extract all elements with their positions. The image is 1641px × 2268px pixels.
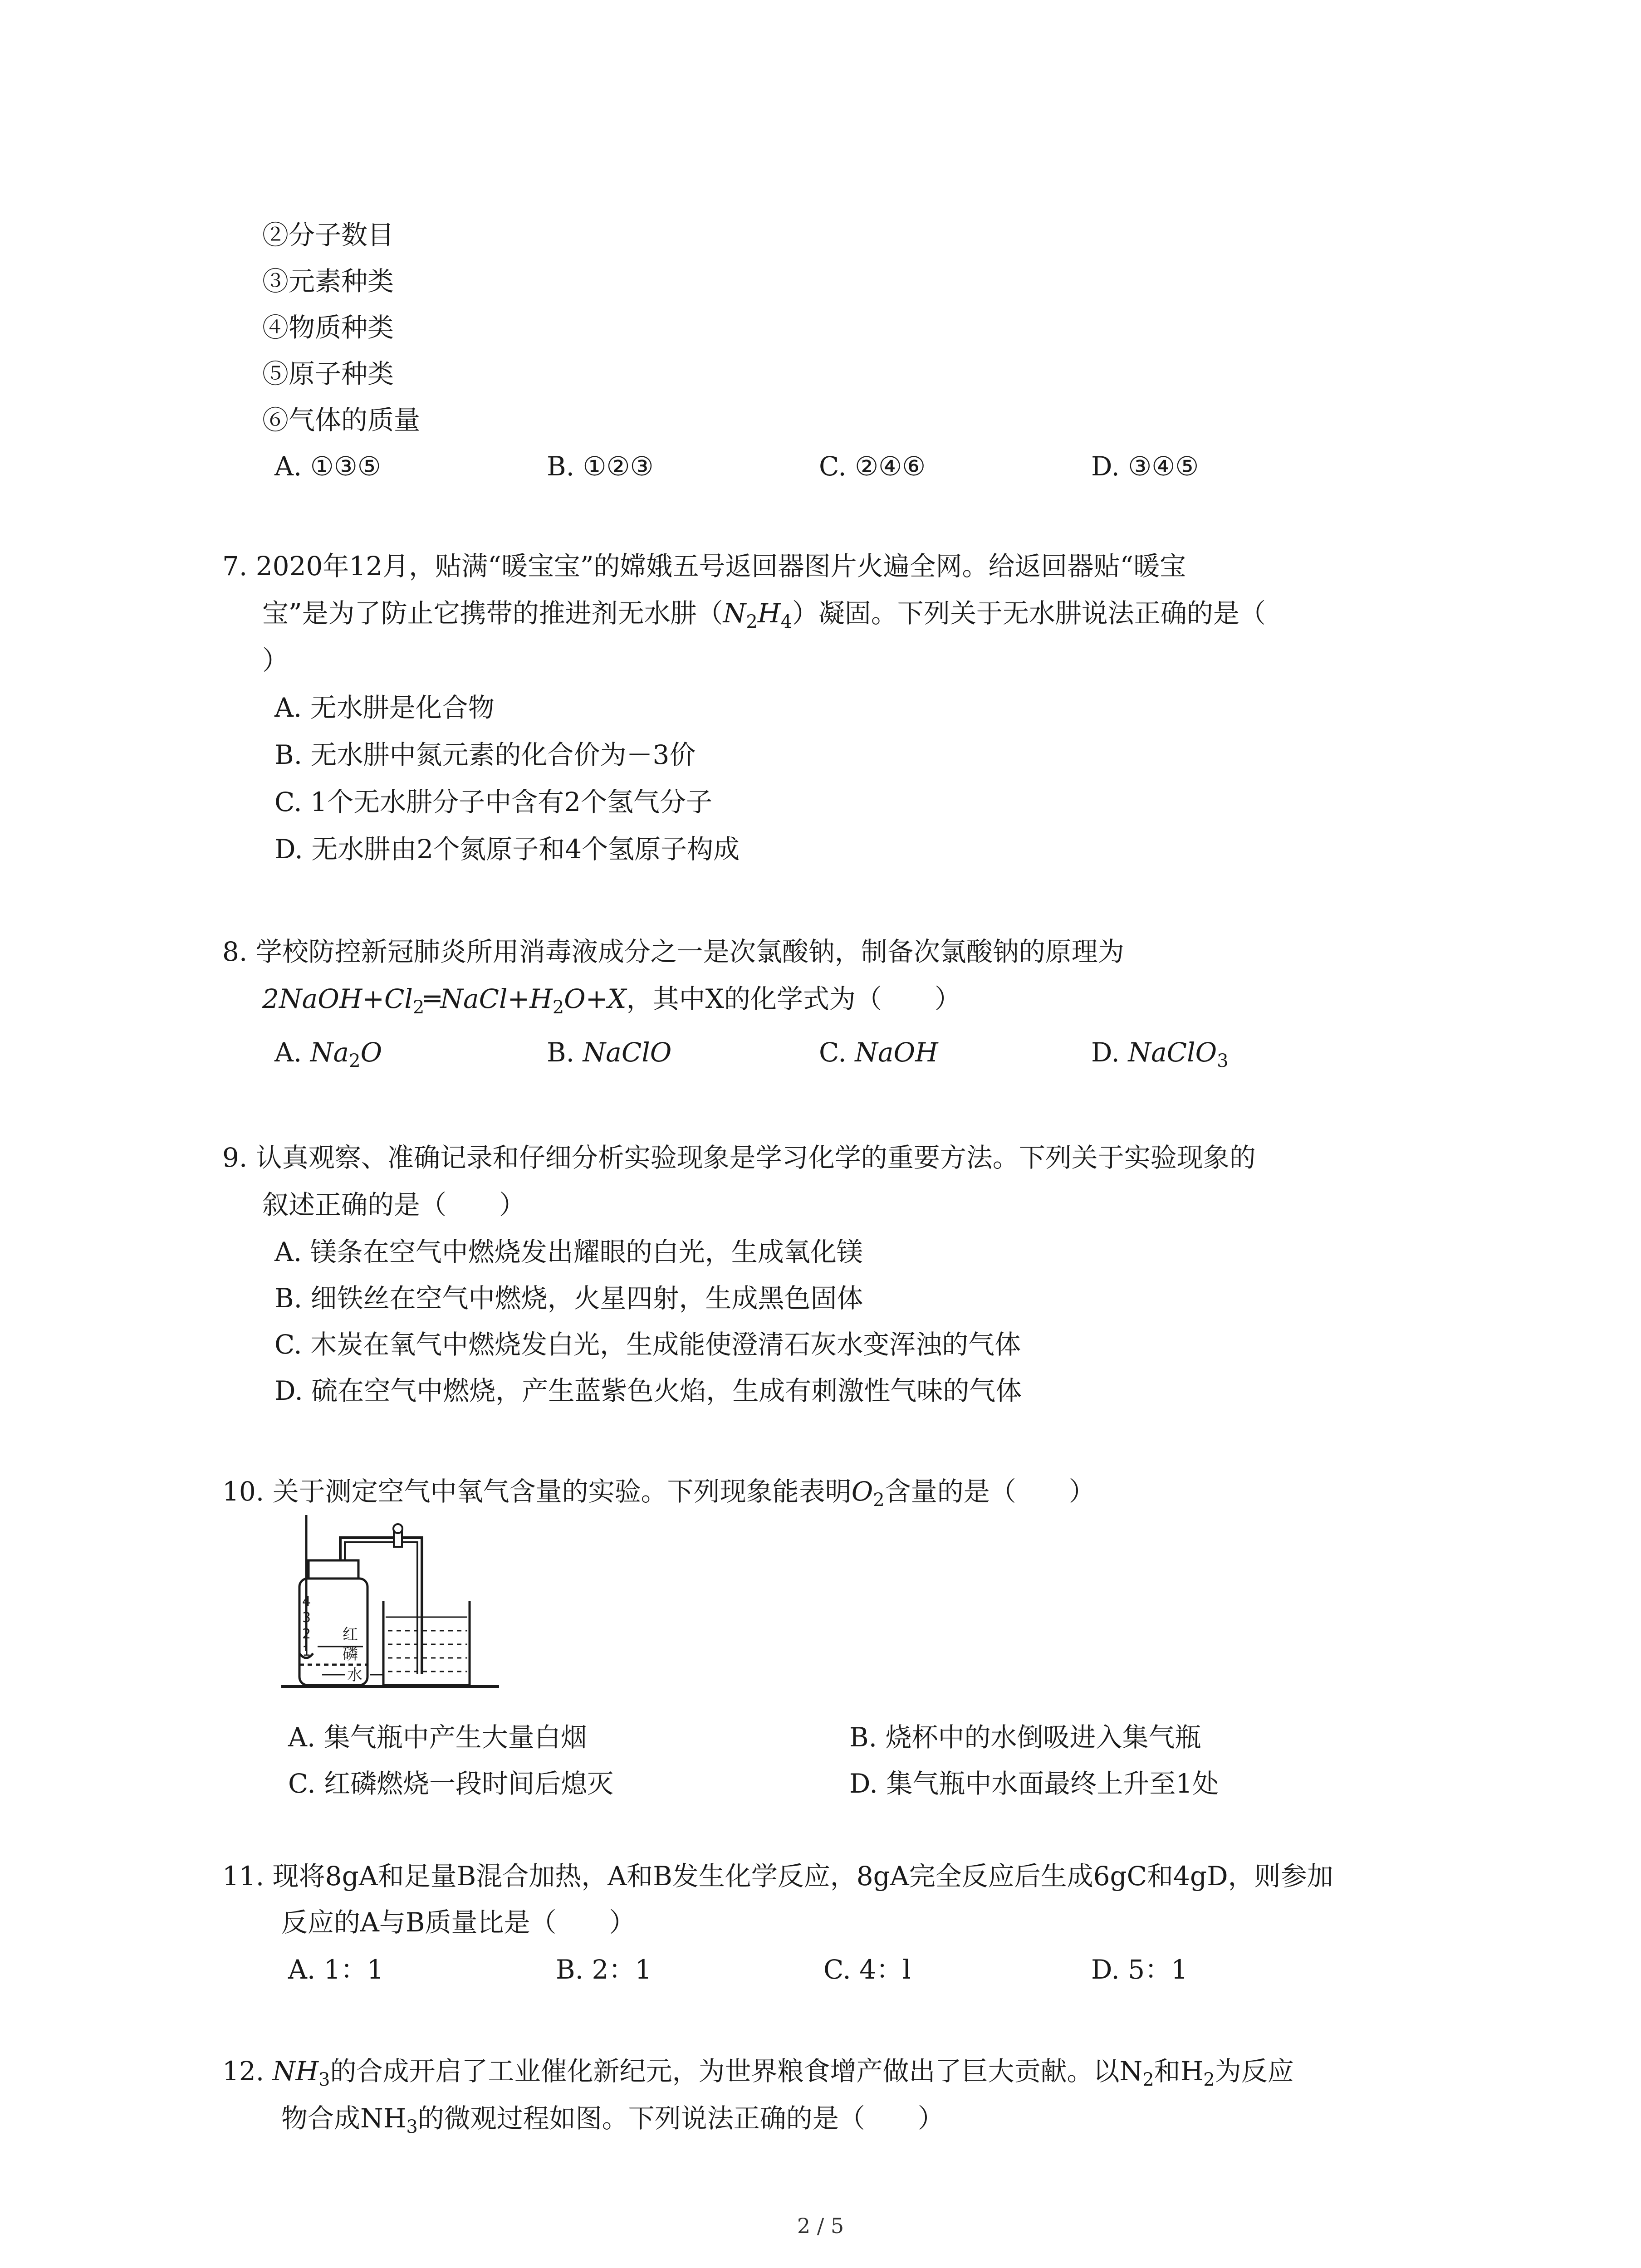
tube-clamp [393,1524,402,1547]
q12-number: 12. [222,2056,265,2087]
q6-item-4: ④物质种类 [262,312,394,343]
q10-option-d: D. 集气瓶中水面最终上升至1处 [849,1768,1219,1799]
q6-item-6: ⑥气体的质量 [262,405,421,435]
q9-option-c: C. 木炭在氧气中燃烧发白光，生成能使澄清石灰水变浑浊的气体 [274,1329,1021,1360]
q10-o2: O [851,1476,873,1507]
q8-option-c-formula: NaOH [855,1037,938,1068]
q7-stem-line2-b: ）凝固。下列关于无水肼说法正确的是（ [792,598,1266,629]
water-beaker [383,1601,470,1685]
q9-stem-line1: 9. 认真观察、准确记录和仔细分析实验现象是学习化学的重要方法。下列关于实验现象的 [222,1142,1256,1173]
q6-option-d: D. ③④⑤ [1091,451,1199,482]
q8-option-d-sub: 3 [1217,1051,1229,1071]
q6-item-3: ③元素种类 [262,266,394,297]
q8-option-a [274,1034,382,1079]
q8-option-a-formula: Na [310,1037,349,1068]
q12-nh-sub: 3 [318,2069,330,2090]
scale-marks [302,1593,311,1659]
q8-option-b [547,1034,671,1070]
q8-stem-line1: 8. 学校防控新冠肺炎所用消毒液成分之一是次氯酸钠，制备次氯酸钠的原理为 [222,936,1124,967]
q12-n2-sub: 2 [1142,2069,1154,2090]
q10-o2-sub: 2 [873,1490,885,1510]
scale-mark-3: 3 [302,1610,311,1626]
q10-stem-a: 10. 关于测定空气中氧气含量的实验。下列现象能表明 [222,1476,852,1507]
q12-stem-d: 为反应 [1215,2056,1294,2087]
scale-mark-2: 2 [302,1626,311,1642]
q12-stem-line2-b: 的微观过程如图。下列说法正确的是（ ） [417,2103,944,2134]
q8-option-d-formula: NaClO [1128,1037,1217,1068]
label-water: 水 [347,1666,362,1684]
q9-option-d: D. 硫在空气中燃烧，产生蓝紫色火焰，生成有刺激性气味的气体 [274,1375,1022,1406]
q10-option-c: C. 红磷燃烧一段时间后熄灭 [288,1768,614,1799]
q9-option-b: B. 细铁丝在空气中燃烧，火星四射，生成黑色固体 [274,1283,863,1314]
q7-formula-n-sub: 2 [746,611,758,632]
q8-option-d [1091,1034,1229,1079]
q8-stem-line2-text: ，其中X的化学式为（ ） [626,983,961,1014]
q6-option-b: B. ①②③ [547,451,654,482]
q11-option-a: A. 1：1 [288,1954,384,1985]
scale-mark-1: 1 [302,1643,311,1659]
oxygen-content-apparatus-diagram [272,1515,508,1715]
q7-option-c: C. 1个无水肼分子中含有2个氢气分子 [274,787,712,817]
q12-nh: NH [272,2056,319,2087]
q7-formula-h-sub: 4 [780,611,792,632]
q8-equation-sub2: 2 [552,997,564,1018]
q8-stem-line2 [262,981,961,1026]
q10-stem-b: 含量的是（ ） [884,1476,1095,1507]
q10-option-a: A. 集气瓶中产生大量白烟 [288,1722,587,1753]
q8-equation-b: ═NaCl+H [424,983,553,1014]
q8-option-a-label: A. [274,1037,302,1068]
q12-stem-line1 [222,2053,1294,2098]
q8-equation-sub1: 2 [412,997,425,1018]
q12-stem-line2 [281,2100,944,2145]
q8-option-a-formula2: O [360,1037,382,1068]
q8-option-b-label: B. [547,1037,575,1068]
q11-option-b: B. 2：1 [556,1954,652,1985]
scale-mark-4: 4 [302,1593,311,1609]
q7-stem-line2 [262,595,1266,640]
q11-stem-line1: 11. 现将8gA和足量B混合加热，A和B发生化学反应，8gA完全反应后生成6gC和4gD，则参加 [222,1861,1333,1892]
label-red: 红 [343,1626,358,1644]
q9-option-a: A. 镁条在空气中燃烧发出耀眼的白光，生成氧化镁 [274,1237,863,1267]
q7-stem-line3: ） [262,645,289,676]
q8-equation-c: O+X [564,983,627,1014]
q8-option-a-sub: 2 [349,1051,361,1071]
q7-formula-n: N [723,598,746,629]
q7-stem-line2-a: 宝”是为了防止它携带的推进剂无水肼（ [262,598,723,629]
q6-item-5: ⑤原子种类 [262,358,394,389]
q12-nh3-sub: 3 [406,2116,418,2137]
q12-h2-sub: 2 [1203,2069,1215,2090]
q8-option-b-formula: NaClO [583,1037,672,1068]
q12-stem-b: 的合成开启了工业催化新纪元，为世界粮食增产做出了巨大贡献。以N [330,2056,1143,2087]
q11-option-d: D. 5：1 [1091,1954,1188,1985]
q11-option-c: C. 4：l [823,1954,911,1985]
q11-stem-line2: 反应的A与B质量比是（ ） [281,1907,636,1938]
q6-option-c: C. ②④⑥ [819,451,926,482]
q7-formula-h: H [757,598,781,629]
q8-option-c-label: C. [819,1037,847,1068]
q7-option-d: D. 无水肼由2个氮原子和4个氢原子构成 [274,834,740,865]
q10-stem-line1 [222,1473,1095,1518]
label-phosphorus: 磷 [343,1645,358,1663]
q8-option-c [819,1034,938,1070]
page-number: 2 / 5 [797,2214,844,2238]
q8-equation-a: 2NaOH+Cl [262,983,413,1014]
q10-option-b: B. 烧杯中的水倒吸进入集气瓶 [849,1722,1201,1753]
q9-stem-line2: 叙述正确的是（ ） [262,1189,526,1220]
q6-item-2: ②分子数目 [262,220,394,250]
q7-option-b: B. 无水肼中氮元素的化合价为－3价 [274,739,696,770]
q12-stem-c: 和H [1154,2056,1204,2087]
q7-option-a: A. 无水肼是化合物 [274,692,495,723]
q7-stem-line1: 7. 2020年12月，贴满“暖宝宝”的嫦娥五号返回器图片火遍全网。给返回器贴“暖宝 [222,551,1186,582]
q8-option-d-label: D. [1091,1037,1120,1068]
q12-stem-line2-a: 物合成NH [281,2103,407,2134]
q6-option-a: A. ①③⑤ [274,451,381,482]
